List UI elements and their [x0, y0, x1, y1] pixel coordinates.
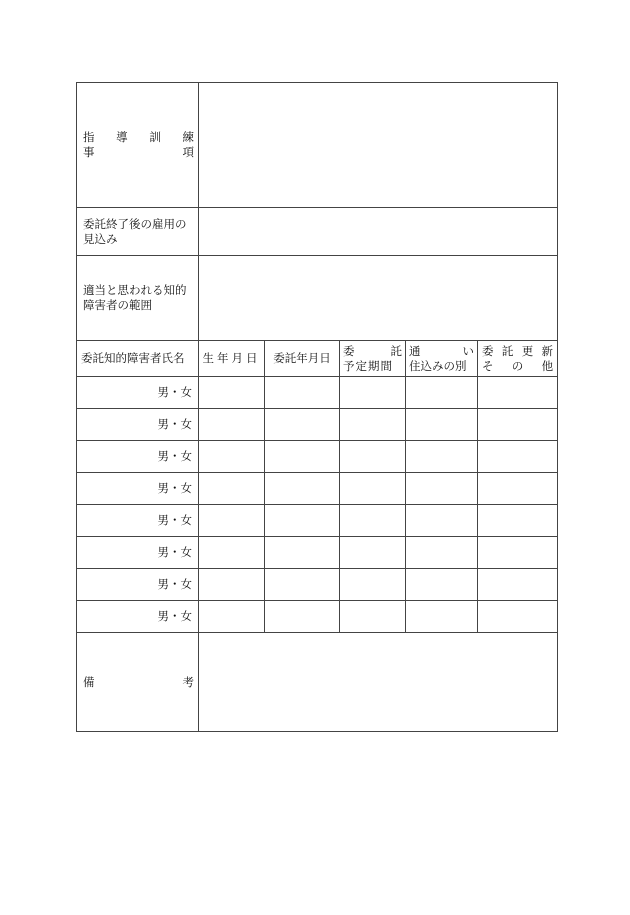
header-commute: 通 い 住込みの別 [406, 341, 478, 377]
commute-cell[interactable] [406, 409, 478, 441]
table-row [77, 601, 558, 633]
period-cell[interactable] [340, 377, 406, 409]
period-cell[interactable] [340, 569, 406, 601]
update-cell[interactable] [478, 441, 558, 473]
header-name: 委託知的障害者氏名 [77, 341, 199, 377]
header-period: 委 託 予定期間 [340, 341, 406, 377]
update-cell[interactable] [478, 409, 558, 441]
table-row [77, 377, 558, 409]
update-cell[interactable] [478, 601, 558, 633]
period-cell[interactable] [340, 441, 406, 473]
birth-cell[interactable] [199, 377, 265, 409]
update-cell[interactable] [478, 473, 558, 505]
commission-date-cell[interactable] [265, 537, 340, 569]
commute-cell[interactable] [406, 569, 478, 601]
sex-cell[interactable]: 男・女 [77, 505, 199, 537]
range-label: 適当と思われる知的障害者の範囲 [77, 256, 199, 341]
table-row [77, 409, 558, 441]
period-cell[interactable] [340, 473, 406, 505]
period-cell[interactable] [340, 505, 406, 537]
commute-cell[interactable] [406, 473, 478, 505]
update-cell[interactable] [478, 505, 558, 537]
commute-cell[interactable] [406, 377, 478, 409]
birth-cell[interactable] [199, 537, 265, 569]
commute-cell[interactable] [406, 537, 478, 569]
header-commission-date: 委託年月日 [265, 341, 340, 377]
birth-cell[interactable] [199, 505, 265, 537]
commute-cell[interactable] [406, 441, 478, 473]
commission-date-cell[interactable] [265, 569, 340, 601]
sex-cell[interactable]: 男・女 [77, 377, 199, 409]
table-row [77, 505, 558, 537]
guidance-value[interactable] [199, 83, 558, 208]
period-cell[interactable] [340, 601, 406, 633]
sex-cell[interactable]: 男・女 [77, 473, 199, 505]
commute-cell[interactable] [406, 505, 478, 537]
period-cell[interactable] [340, 409, 406, 441]
table-row [77, 441, 558, 473]
commission-date-cell[interactable] [265, 377, 340, 409]
header-birth: 生年月日 [199, 341, 265, 377]
update-cell[interactable] [478, 569, 558, 601]
range-value[interactable] [199, 256, 558, 341]
commute-cell[interactable] [406, 601, 478, 633]
commission-form-table [76, 82, 558, 732]
sex-cell[interactable]: 男・女 [77, 409, 199, 441]
commission-date-cell[interactable] [265, 409, 340, 441]
period-cell[interactable] [340, 537, 406, 569]
guidance-label-line2: 事 項 [83, 145, 194, 159]
employment-label: 委託終了後の雇用の見込み [77, 208, 199, 256]
remarks-label-cell: 備 考 [77, 633, 199, 732]
guidance-label-cell [77, 83, 199, 208]
commission-date-cell[interactable] [265, 505, 340, 537]
header-update: 委 託 更 新 そ の 他 [478, 341, 558, 377]
update-cell[interactable] [478, 377, 558, 409]
birth-cell[interactable] [199, 473, 265, 505]
sex-cell[interactable]: 男・女 [77, 569, 199, 601]
table-row [77, 569, 558, 601]
birth-cell[interactable] [199, 601, 265, 633]
birth-cell[interactable] [199, 441, 265, 473]
birth-cell[interactable] [199, 409, 265, 441]
birth-cell[interactable] [199, 569, 265, 601]
commission-date-cell[interactable] [265, 473, 340, 505]
update-cell[interactable] [478, 537, 558, 569]
sex-cell[interactable]: 男・女 [77, 537, 199, 569]
sex-cell[interactable]: 男・女 [77, 441, 199, 473]
employment-value[interactable] [199, 208, 558, 256]
commission-date-cell[interactable] [265, 441, 340, 473]
sex-cell[interactable]: 男・女 [77, 601, 199, 633]
commission-date-cell[interactable] [265, 601, 340, 633]
remarks-value[interactable] [199, 633, 558, 732]
table-row [77, 537, 558, 569]
guidance-label-line1: 指 導 訓 練 [83, 130, 194, 144]
table-row [77, 473, 558, 505]
